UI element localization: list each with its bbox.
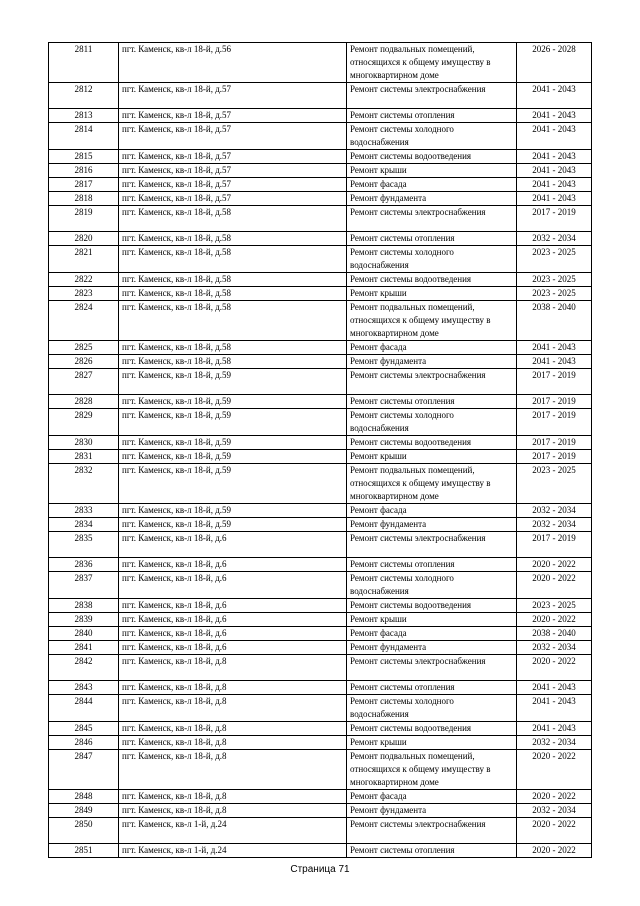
period-cell: 2020 - 2022	[517, 750, 592, 790]
work-type-cell: Ремонт подвальных помещений, относящихся к общему имуществу в многоквартирном доме	[347, 464, 517, 504]
address-cell: пгт. Каменск, кв-л 18-й, д.57	[119, 178, 347, 192]
period-cell: 2020 - 2022	[517, 818, 592, 844]
row-number-cell: 2834	[49, 518, 119, 532]
row-number-cell: 2850	[49, 818, 119, 844]
work-type-cell: Ремонт фасада	[347, 627, 517, 641]
row-number-cell: 2841	[49, 641, 119, 655]
row-number-cell: 2845	[49, 722, 119, 736]
work-type-cell: Ремонт фасада	[347, 790, 517, 804]
table-row	[49, 695, 592, 722]
table-body	[49, 43, 592, 858]
period-cell: 2041 - 2043	[517, 681, 592, 695]
table-row	[49, 804, 592, 818]
work-type-cell: Ремонт системы водоотведения	[347, 150, 517, 164]
address-cell: пгт. Каменск, кв-л 18-й, д.6	[119, 627, 347, 641]
address-cell: пгт. Каменск, кв-л 18-й, д.58	[119, 246, 347, 273]
table-row	[49, 123, 592, 150]
work-type-cell: Ремонт подвальных помещений, относящихся к общему имуществу в многоквартирном доме	[347, 43, 517, 83]
row-number-cell: 2812	[49, 83, 119, 109]
period-cell: 2038 - 2040	[517, 301, 592, 341]
address-cell: пгт. Каменск, кв-л 18-й, д.6	[119, 599, 347, 613]
work-type-cell: Ремонт фундамента	[347, 518, 517, 532]
row-number-cell: 2811	[49, 43, 119, 83]
table-row	[49, 301, 592, 341]
work-type-cell: Ремонт крыши	[347, 164, 517, 178]
address-cell: пгт. Каменск, кв-л 18-й, д.8	[119, 804, 347, 818]
work-type-cell: Ремонт фундамента	[347, 641, 517, 655]
period-cell: 2020 - 2022	[517, 655, 592, 681]
address-cell: пгт. Каменск, кв-л 18-й, д.8	[119, 695, 347, 722]
work-type-cell: Ремонт системы водоотведения	[347, 436, 517, 450]
table-row	[49, 750, 592, 790]
row-number-cell: 2817	[49, 178, 119, 192]
row-number-cell: 2840	[49, 627, 119, 641]
period-cell: 2038 - 2040	[517, 627, 592, 641]
address-cell: пгт. Каменск, кв-л 18-й, д.58	[119, 232, 347, 246]
period-cell: 2026 - 2028	[517, 43, 592, 83]
work-type-cell: Ремонт системы холодного водоснабжения	[347, 572, 517, 599]
period-cell: 2017 - 2019	[517, 369, 592, 395]
work-type-cell: Ремонт крыши	[347, 450, 517, 464]
row-number-cell: 2851	[49, 844, 119, 858]
work-type-cell: Ремонт системы отопления	[347, 232, 517, 246]
row-number-cell: 2836	[49, 558, 119, 572]
row-number-cell: 2830	[49, 436, 119, 450]
period-cell: 2017 - 2019	[517, 395, 592, 409]
work-type-cell: Ремонт системы электроснабжения	[347, 369, 517, 395]
address-cell: пгт. Каменск, кв-л 18-й, д.58	[119, 341, 347, 355]
period-cell: 2041 - 2043	[517, 722, 592, 736]
address-cell: пгт. Каменск, кв-л 18-й, д.59	[119, 436, 347, 450]
row-number-cell: 2842	[49, 655, 119, 681]
table-row	[49, 83, 592, 109]
address-cell: пгт. Каменск, кв-л 18-й, д.59	[119, 395, 347, 409]
row-number-cell: 2847	[49, 750, 119, 790]
table-row	[49, 613, 592, 627]
address-cell: пгт. Каменск, кв-л 18-й, д.59	[119, 450, 347, 464]
row-number-cell: 2818	[49, 192, 119, 206]
address-cell: пгт. Каменск, кв-л 1-й, д.24	[119, 844, 347, 858]
row-number-cell: 2828	[49, 395, 119, 409]
row-number-cell: 2848	[49, 790, 119, 804]
repair-schedule-table	[48, 42, 592, 858]
period-cell: 2041 - 2043	[517, 341, 592, 355]
period-cell: 2017 - 2019	[517, 436, 592, 450]
table-row	[49, 150, 592, 164]
row-number-cell: 2820	[49, 232, 119, 246]
period-cell: 2041 - 2043	[517, 83, 592, 109]
table-row	[49, 192, 592, 206]
table-row	[49, 395, 592, 409]
table-row	[49, 436, 592, 450]
row-number-cell: 2813	[49, 109, 119, 123]
table-row	[49, 43, 592, 83]
period-cell: 2017 - 2019	[517, 206, 592, 232]
work-type-cell: Ремонт системы отопления	[347, 109, 517, 123]
work-type-cell: Ремонт системы холодного водоснабжения	[347, 123, 517, 150]
row-number-cell: 2833	[49, 504, 119, 518]
address-cell: пгт. Каменск, кв-л 18-й, д.57	[119, 164, 347, 178]
address-cell: пгт. Каменск, кв-л 18-й, д.6	[119, 532, 347, 558]
row-number-cell: 2823	[49, 287, 119, 301]
table-row	[49, 355, 592, 369]
work-type-cell: Ремонт системы отопления	[347, 395, 517, 409]
row-number-cell: 2825	[49, 341, 119, 355]
period-cell: 2023 - 2025	[517, 464, 592, 504]
period-cell: 2041 - 2043	[517, 695, 592, 722]
table-row	[49, 627, 592, 641]
row-number-cell: 2821	[49, 246, 119, 273]
work-type-cell: Ремонт системы холодного водоснабжения	[347, 695, 517, 722]
row-number-cell: 2815	[49, 150, 119, 164]
address-cell: пгт. Каменск, кв-л 18-й, д.58	[119, 301, 347, 341]
work-type-cell: Ремонт подвальных помещений, относящихся к общему имуществу в многоквартирном доме	[347, 750, 517, 790]
address-cell: пгт. Каменск, кв-л 18-й, д.57	[119, 123, 347, 150]
work-type-cell: Ремонт подвальных помещений, относящихся к общему имуществу в многоквартирном доме	[347, 301, 517, 341]
table-row	[49, 681, 592, 695]
address-cell: пгт. Каменск, кв-л 1-й, д.24	[119, 818, 347, 844]
address-cell: пгт. Каменск, кв-л 18-й, д.57	[119, 192, 347, 206]
table-row	[49, 558, 592, 572]
address-cell: пгт. Каменск, кв-л 18-й, д.8	[119, 736, 347, 750]
work-type-cell: Ремонт системы холодного водоснабжения	[347, 246, 517, 273]
address-cell: пгт. Каменск, кв-л 18-й, д.59	[119, 369, 347, 395]
table-row	[49, 178, 592, 192]
table-row	[49, 572, 592, 599]
row-number-cell: 2849	[49, 804, 119, 818]
row-number-cell: 2843	[49, 681, 119, 695]
table-row	[49, 736, 592, 750]
period-cell: 2041 - 2043	[517, 150, 592, 164]
row-number-cell: 2824	[49, 301, 119, 341]
period-cell: 2032 - 2034	[517, 518, 592, 532]
table-row	[49, 450, 592, 464]
address-cell: пгт. Каменск, кв-л 18-й, д.8	[119, 790, 347, 804]
work-type-cell: Ремонт фундамента	[347, 355, 517, 369]
address-cell: пгт. Каменск, кв-л 18-й, д.57	[119, 109, 347, 123]
address-cell: пгт. Каменск, кв-л 18-й, д.8	[119, 722, 347, 736]
period-cell: 2041 - 2043	[517, 123, 592, 150]
work-type-cell: Ремонт крыши	[347, 287, 517, 301]
table-row	[49, 246, 592, 273]
period-cell: 2020 - 2022	[517, 572, 592, 599]
period-cell: 2032 - 2034	[517, 232, 592, 246]
table-row	[49, 844, 592, 858]
work-type-cell: Ремонт фасада	[347, 178, 517, 192]
work-type-cell: Ремонт системы отопления	[347, 558, 517, 572]
period-cell: 2020 - 2022	[517, 558, 592, 572]
work-type-cell: Ремонт системы электроснабжения	[347, 655, 517, 681]
row-number-cell: 2835	[49, 532, 119, 558]
address-cell: пгт. Каменск, кв-л 18-й, д.58	[119, 273, 347, 287]
address-cell: пгт. Каменск, кв-л 18-й, д.56	[119, 43, 347, 83]
address-cell: пгт. Каменск, кв-л 18-й, д.8	[119, 655, 347, 681]
address-cell: пгт. Каменск, кв-л 18-й, д.59	[119, 464, 347, 504]
row-number-cell: 2831	[49, 450, 119, 464]
page-number: Страница 71	[290, 864, 350, 875]
table-row	[49, 409, 592, 436]
table-row	[49, 164, 592, 178]
period-cell: 2020 - 2022	[517, 790, 592, 804]
table-row	[49, 518, 592, 532]
address-cell: пгт. Каменск, кв-л 18-й, д.59	[119, 409, 347, 436]
period-cell: 2020 - 2022	[517, 613, 592, 627]
row-number-cell: 2827	[49, 369, 119, 395]
work-type-cell: Ремонт системы электроснабжения	[347, 206, 517, 232]
work-type-cell: Ремонт системы электроснабжения	[347, 83, 517, 109]
row-number-cell: 2837	[49, 572, 119, 599]
row-number-cell: 2822	[49, 273, 119, 287]
table-row	[49, 655, 592, 681]
address-cell: пгт. Каменск, кв-л 18-й, д.58	[119, 287, 347, 301]
work-type-cell: Ремонт системы отопления	[347, 844, 517, 858]
period-cell: 2023 - 2025	[517, 287, 592, 301]
work-type-cell: Ремонт крыши	[347, 613, 517, 627]
address-cell: пгт. Каменск, кв-л 18-й, д.58	[119, 355, 347, 369]
table-row	[49, 641, 592, 655]
address-cell: пгт. Каменск, кв-л 18-й, д.58	[119, 206, 347, 232]
address-cell: пгт. Каменск, кв-л 18-й, д.57	[119, 150, 347, 164]
table-row	[49, 232, 592, 246]
work-type-cell: Ремонт системы отопления	[347, 681, 517, 695]
row-number-cell: 2816	[49, 164, 119, 178]
work-type-cell: Ремонт крыши	[347, 736, 517, 750]
row-number-cell: 2814	[49, 123, 119, 150]
period-cell: 2032 - 2034	[517, 504, 592, 518]
address-cell: пгт. Каменск, кв-л 18-й, д.59	[119, 504, 347, 518]
table-row	[49, 464, 592, 504]
period-cell: 2023 - 2025	[517, 599, 592, 613]
row-number-cell: 2832	[49, 464, 119, 504]
row-number-cell: 2844	[49, 695, 119, 722]
table-row	[49, 206, 592, 232]
row-number-cell: 2838	[49, 599, 119, 613]
row-number-cell: 2839	[49, 613, 119, 627]
period-cell: 2023 - 2025	[517, 273, 592, 287]
work-type-cell: Ремонт фундамента	[347, 804, 517, 818]
period-cell: 2041 - 2043	[517, 109, 592, 123]
address-cell: пгт. Каменск, кв-л 18-й, д.6	[119, 558, 347, 572]
period-cell: 2017 - 2019	[517, 532, 592, 558]
work-type-cell: Ремонт фасада	[347, 341, 517, 355]
address-cell: пгт. Каменск, кв-л 18-й, д.8	[119, 750, 347, 790]
period-cell: 2017 - 2019	[517, 450, 592, 464]
period-cell: 2032 - 2034	[517, 804, 592, 818]
row-number-cell: 2819	[49, 206, 119, 232]
table-row	[49, 109, 592, 123]
address-cell: пгт. Каменск, кв-л 18-й, д.6	[119, 641, 347, 655]
address-cell: пгт. Каменск, кв-л 18-й, д.6	[119, 572, 347, 599]
period-cell: 2032 - 2034	[517, 736, 592, 750]
table-row	[49, 599, 592, 613]
work-type-cell: Ремонт фундамента	[347, 192, 517, 206]
period-cell: 2041 - 2043	[517, 164, 592, 178]
work-type-cell: Ремонт системы водоотведения	[347, 722, 517, 736]
work-type-cell: Ремонт системы холодного водоснабжения	[347, 409, 517, 436]
address-cell: пгт. Каменск, кв-л 18-й, д.57	[119, 83, 347, 109]
period-cell: 2041 - 2043	[517, 192, 592, 206]
work-type-cell: Ремонт системы водоотведения	[347, 599, 517, 613]
row-number-cell: 2829	[49, 409, 119, 436]
work-type-cell: Ремонт системы электроснабжения	[347, 532, 517, 558]
table-row	[49, 532, 592, 558]
period-cell: 2023 - 2025	[517, 246, 592, 273]
table-row	[49, 341, 592, 355]
work-type-cell: Ремонт фасада	[347, 504, 517, 518]
period-cell: 2017 - 2019	[517, 409, 592, 436]
table-row	[49, 273, 592, 287]
row-number-cell: 2846	[49, 736, 119, 750]
table-row	[49, 504, 592, 518]
period-cell: 2020 - 2022	[517, 844, 592, 858]
period-cell: 2041 - 2043	[517, 355, 592, 369]
period-cell: 2041 - 2043	[517, 178, 592, 192]
period-cell: 2032 - 2034	[517, 641, 592, 655]
work-type-cell: Ремонт системы электроснабжения	[347, 818, 517, 844]
work-type-cell: Ремонт системы водоотведения	[347, 273, 517, 287]
address-cell: пгт. Каменск, кв-л 18-й, д.6	[119, 613, 347, 627]
table-row	[49, 818, 592, 844]
table-row	[49, 722, 592, 736]
table-row	[49, 790, 592, 804]
address-cell: пгт. Каменск, кв-л 18-й, д.59	[119, 518, 347, 532]
table-row	[49, 287, 592, 301]
address-cell: пгт. Каменск, кв-л 18-й, д.8	[119, 681, 347, 695]
table-row	[49, 369, 592, 395]
row-number-cell: 2826	[49, 355, 119, 369]
